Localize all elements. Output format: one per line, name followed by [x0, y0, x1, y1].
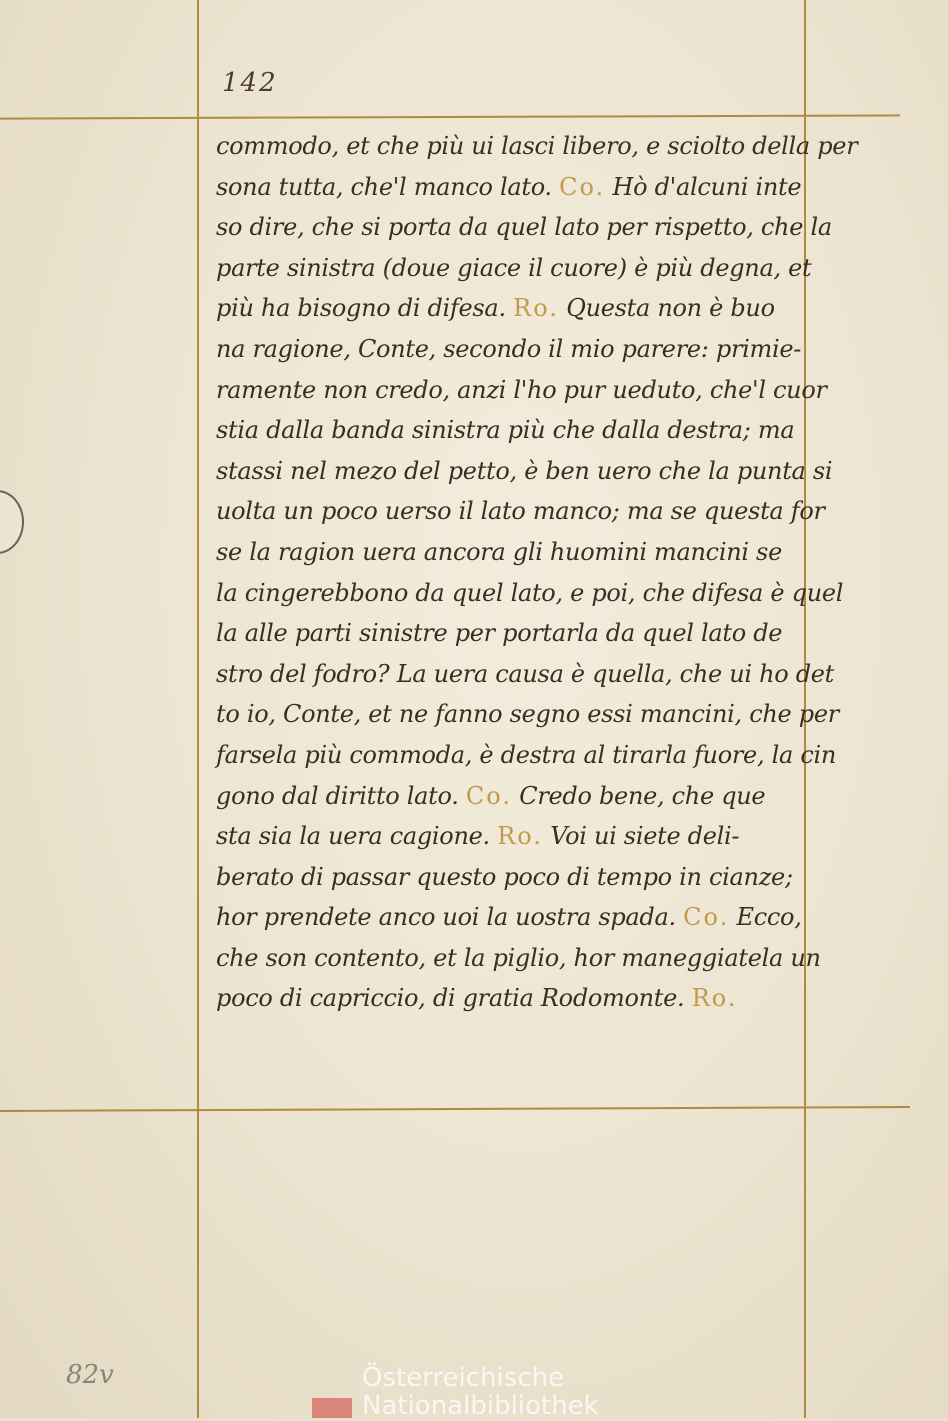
text-segment: parte sinistra (doue giace il cuore) è più degna, et: [216, 253, 812, 282]
text-line: [216, 207, 832, 248]
text-line: [216, 694, 839, 735]
text-segment: commodo, et che più ui lasci libero, e sciolto della per: [216, 132, 858, 160]
speaker-abbreviation: Co.: [465, 781, 512, 810]
text-segment: Questa non è buo: [566, 294, 775, 323]
text-segment: la cingerebbono da quel lato, e poi, che difesa è quel: [216, 578, 844, 607]
text-segment: uolta un poco uerso il lato manco; ma se questa for: [216, 497, 825, 526]
text-segment: sona tutta, che'l manco lato.: [216, 172, 552, 201]
text-line: [216, 776, 796, 817]
text-line: [216, 451, 833, 492]
binding-hole: [0, 490, 24, 554]
speaker-abbreviation: Ro.: [513, 294, 559, 323]
text-segment: poco di capriccio, di gratia Rodomonte.: [216, 984, 685, 1013]
text-segment: se la ragion uera ancora gli huomini mancini se: [216, 537, 782, 566]
folio-note: 82v: [66, 1360, 114, 1390]
text-line: [216, 857, 796, 898]
text-line: [216, 329, 802, 370]
text-segment: stia dalla banda sinistra più che dalla destra; ma: [216, 416, 795, 445]
text-line: [216, 897, 802, 938]
text-line: [216, 735, 836, 776]
text-line: [216, 248, 812, 289]
text-line: [216, 613, 796, 654]
text-line: [216, 167, 802, 208]
speaker-abbreviation: Co.: [559, 172, 606, 201]
text-segment: hor prendete anco uoi la uostra spada.: [216, 903, 676, 932]
text-line: [216, 410, 796, 451]
text-segment: Ecco,: [736, 903, 802, 932]
left-margin-rule: [197, 0, 199, 1418]
text-segment: ramente non credo, anzi l'ho pur ueduto, che'l cuor: [216, 375, 827, 404]
text-segment: so dire, che si porta da quel lato per rispetto, che la: [216, 213, 832, 242]
text-line: [216, 573, 844, 614]
text-line: [216, 978, 796, 1019]
text-line: [216, 816, 796, 857]
text-line: [216, 288, 796, 329]
watermark-line-1: Österreichische: [362, 1363, 565, 1393]
text-segment: più ha bisogno di difesa.: [216, 294, 506, 323]
watermark-line-2: Nationalbibliothek: [362, 1391, 599, 1421]
speaker-abbreviation: Ro.: [691, 984, 738, 1013]
text-segment: la alle parti sinistre per portarla da quel lato de: [216, 619, 783, 648]
text-segment: stro del fodro? La uera causa è quella, che ui ho det: [216, 659, 835, 688]
text-line: [216, 370, 827, 411]
text-segment: to io, Conte, et ne fanno segno essi mancini, che per: [216, 700, 839, 729]
text-segment: gono dal diritto lato.: [216, 781, 459, 810]
text-segment: Hò d'alcuni inte: [612, 172, 802, 201]
watermark-logo: [312, 1398, 352, 1418]
text-segment: berato di passar questo poco di tempo in cianze;: [216, 862, 793, 891]
text-segment: Voi ui siete deli-: [550, 822, 740, 851]
page-number: 142: [222, 68, 278, 98]
text-line: [216, 938, 821, 979]
top-margin-rule: [0, 114, 900, 119]
text-segment: farsela più commoda, è destra al tirarla fuore, la cin: [216, 740, 836, 769]
text-line: [216, 532, 796, 573]
text-segment: Credo bene, che que: [519, 781, 766, 810]
text-segment: stassi nel mezo del petto, è ben uero che la punta si: [216, 456, 833, 485]
speaker-abbreviation: Co.: [683, 903, 730, 932]
text-segment: sta sia la uera cagione.: [216, 822, 490, 851]
text-line: [216, 491, 825, 532]
text-line: [216, 654, 835, 695]
manuscript-text: [216, 126, 858, 1019]
speaker-abbreviation: Ro.: [497, 822, 543, 851]
bottom-margin-rule: [0, 1106, 910, 1112]
text-segment: che son contento, et la piglio, hor maneggiatela un: [216, 943, 821, 972]
library-watermark: [362, 1364, 599, 1420]
text-segment: na ragione, Conte, secondo il mio parere: primie-: [216, 334, 802, 363]
text-line: [216, 126, 858, 167]
